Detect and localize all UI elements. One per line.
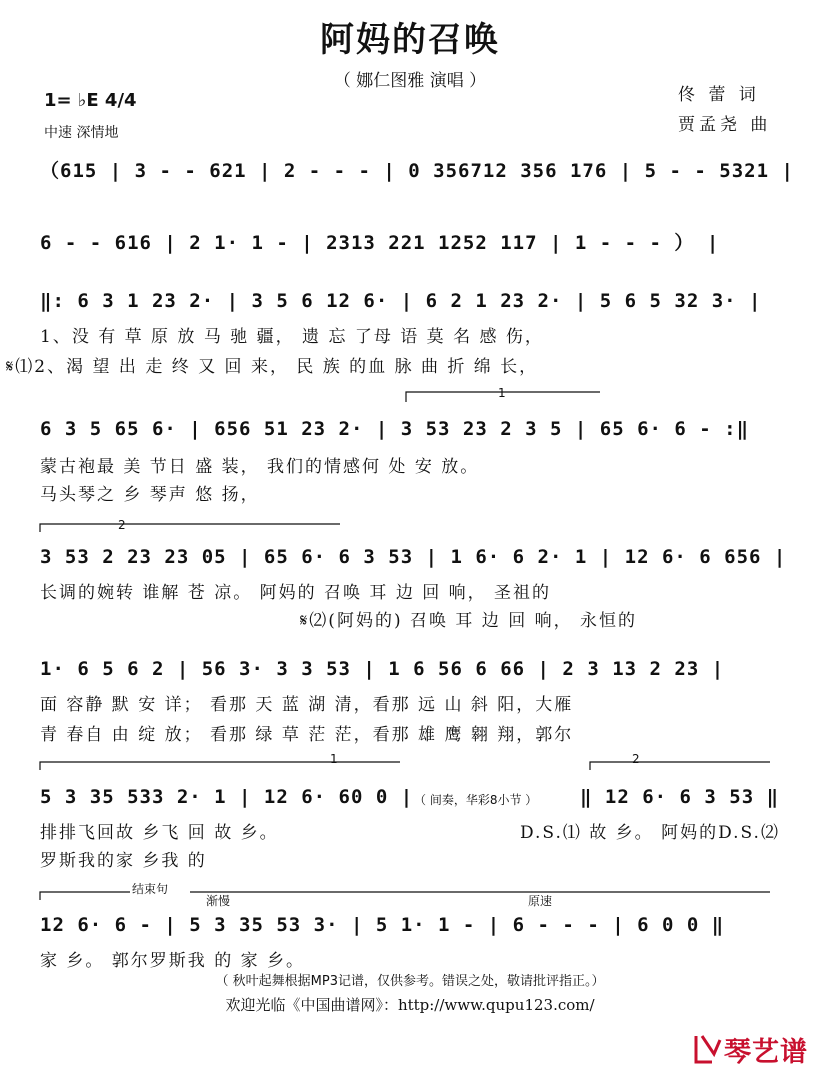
ritardando-label: 渐慢 [206, 894, 231, 908]
volta-1-label-b: 1 [330, 752, 338, 766]
volta-1-bracket [406, 392, 600, 402]
logo-text: 琴艺谱 [724, 1037, 808, 1068]
system-7-notes-end: ‖ 12 6· 6 3 53 ‖ [580, 786, 780, 808]
tempo-marking: 中速 深情地 [44, 125, 119, 141]
system-4-lyric-verse2: 马头琴之 乡 琴声 悠 扬， [40, 485, 260, 505]
system-7-lyric-ds: D.S.⑴ 故 乡。 阿妈的D.S.⑵ [520, 823, 780, 843]
system-7-notes: 5 3 35 533 2· 1 | 12 6· 60 0 | [40, 786, 414, 808]
interlude-note: （ 间奏，华彩8小节 ） [414, 793, 538, 807]
system-8-notes: 12 6· 6 - | 5 3 35 53 3· | 5 1· 1 - | 6 - - - | 6 0 0 ‖ [40, 914, 725, 936]
volta-2-bracket-b [590, 762, 770, 770]
volta-2-bracket [40, 524, 340, 532]
volta-2-label: 2 [118, 518, 126, 532]
system-5-lyric-verse2: 𝄋⑵(阿妈的) 召唤 耳 边 回 响， 永恒的 [300, 611, 637, 631]
a-tempo-label: 原速 [528, 894, 553, 908]
system-3-lyric-verse1: 1、没 有 草 原 放 马 驰 疆， 遗 忘 了母 语 莫 名 感 伤， [40, 327, 544, 347]
system-7-lyric-verse1: 排排飞回故 乡飞 回 故 乡。 [40, 823, 279, 843]
ending-bracket [40, 892, 130, 900]
system-7-lyric-verse2: 罗斯我的家 乡我 的 [40, 851, 207, 871]
system-3-lyric-verse2: 𝄋⑴2、渴 望 出 走 终 又 回 来， 民 族 的血 脉 曲 折 绵 长， [6, 357, 539, 377]
system-6-lyric-verse2: 青 春自 由 绽 放； 看那 绿 草 茫 茫，看那 雄 鹰 翱 翔，郭尔 [40, 725, 574, 745]
volta-2-label-b: 2 [632, 752, 640, 766]
system-2-notes: 6 - - 616 | 2 1· 1 - | 2313 221 1252 117 | 1 - - - ） | [40, 232, 720, 254]
system-4-lyric-verse1: 蒙古袍最 美 节日 盛 装， 我们的情感何 处 安 放。 [40, 457, 480, 477]
system-1-notes: （615 | 3 - - 621 | 2 - - - | 0 356712 356 176 | 5 - - 5321 | [40, 160, 794, 182]
system-8-lyric: 家 乡。 郭尔罗斯我 的 家 乡。 [40, 951, 306, 971]
singer-line: （ 娜仁图雅 演唱 ） [333, 71, 487, 91]
lyricist-credit: 佟 蕾 词 [678, 85, 760, 105]
key-signature: 1= ♭E 4/4 [44, 90, 137, 111]
system-5-notes: 3 53 2 23 23 05 | 65 6· 6 3 53 | 1 6· 6 2· 1 | 12 6· 6 656 | [40, 546, 787, 568]
system-3-notes: ‖: 6 3 1 23 2· | 3 5 6 12 6· | 6 2 1 23 2· | 5 6 5 32 3· | [40, 290, 762, 312]
system-6-lyric-verse1: 面 容静 默 安 详； 看那 天 蓝 湖 清，看那 远 山 斜 阳，大雁 [40, 695, 574, 715]
system-5-lyric-verse1: 长调的婉转 谁解 苍 凉。 阿妈的 召唤 耳 边 回 响， 圣祖的 [40, 583, 552, 603]
volta-1-bracket-b [40, 762, 400, 770]
system-4-notes: 6 3 5 65 6· | 656 51 23 2· | 3 53 23 2 3 5 | 65 6· 6 - :‖ [40, 418, 750, 440]
transcriber-note: （ 秋叶起舞根据MP3记谱，仅供参考。错误之处，敬请批评指正。） [215, 974, 605, 989]
song-title: 阿妈的召唤 [320, 20, 500, 60]
composer-credit: 贾孟尧 曲 [678, 115, 772, 135]
ending-label: 结束句 [132, 882, 169, 896]
volta-1-label: 1 [498, 386, 506, 400]
system-6-notes: 1· 6 5 6 2 | 56 3· 3 3 53 | 1 6 56 6 66 | 2 3 13 2 23 | [40, 658, 725, 680]
site-credit: 欢迎光临《中国曲谱网》：http://www.qupu123.com/ [225, 996, 595, 1014]
